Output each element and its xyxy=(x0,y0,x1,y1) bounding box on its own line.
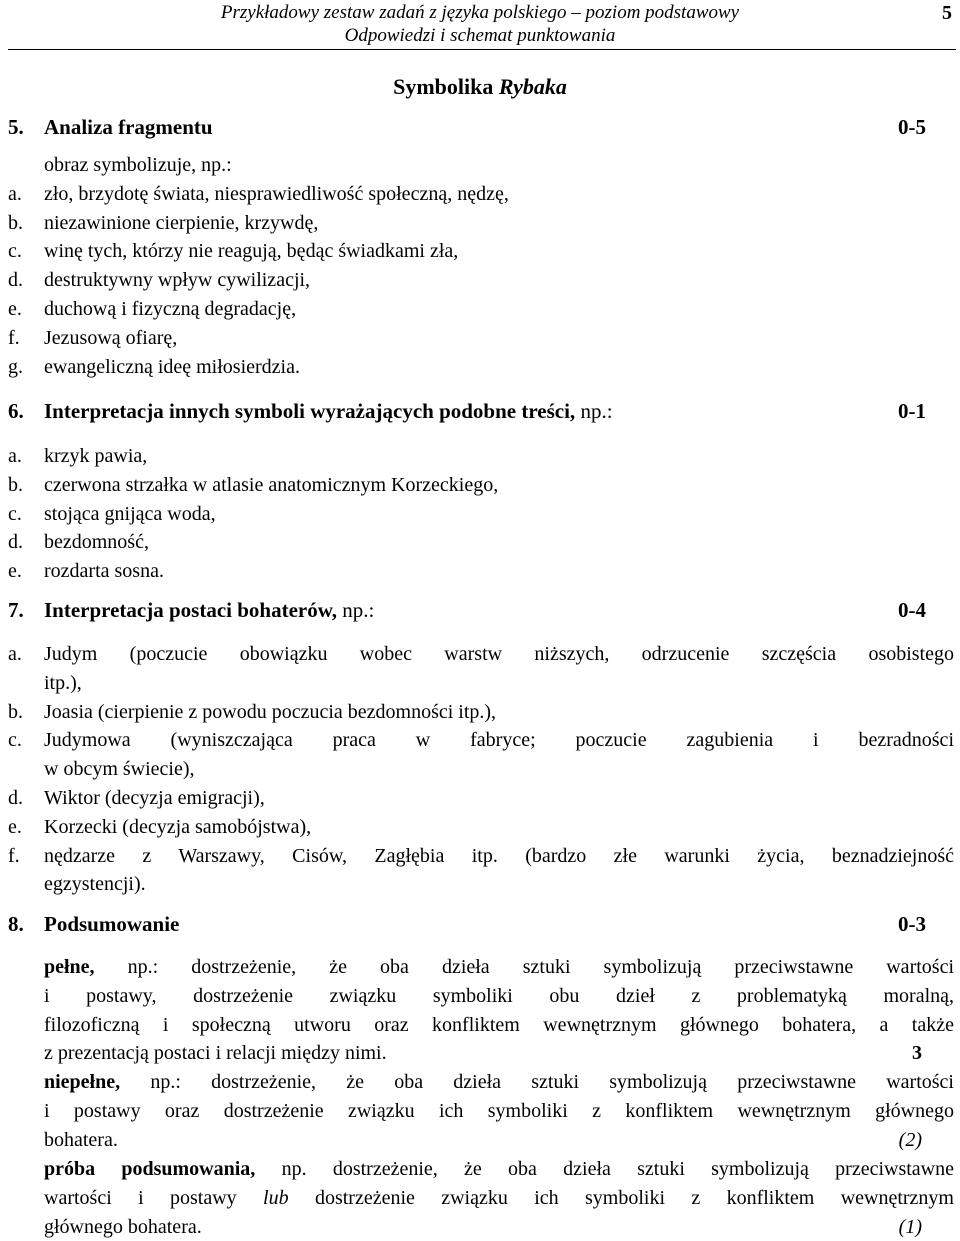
title-prefix: Symbolika xyxy=(393,74,499,99)
section-number: 8. xyxy=(8,912,24,936)
list-item: e. duchową i fizyczną degradację, xyxy=(8,297,297,320)
criterion-points: (1) xyxy=(898,1215,922,1238)
section-title: Interpretacja innych symboli wyrażających podobne treści, xyxy=(44,399,576,423)
list-item: d. destruktywny wpływ cywilizacji, xyxy=(8,269,311,292)
list-item: d. bezdomność, xyxy=(8,531,149,554)
section-title: Interpretacja postaci bohaterów, xyxy=(44,598,337,622)
section-score: 0-4 xyxy=(898,598,926,622)
section-7-content xyxy=(8,640,954,899)
list-item: b. Joasia (cierpienie z powodu poczucia bezdomności itp.), xyxy=(8,700,497,723)
section-score: 0-5 xyxy=(898,115,926,139)
section-6-heading xyxy=(8,399,926,424)
list-item: f. Jezusową ofiarę, xyxy=(8,326,178,349)
page-header xyxy=(0,0,960,50)
section-number: 6. xyxy=(8,399,24,423)
section-suffix: np.: xyxy=(575,399,613,423)
section-intro: obraz symbolizuje, np.: xyxy=(44,154,232,176)
section-score: 0-3 xyxy=(898,912,926,936)
list-item: a. Judym (poczucie obowiązku wobec warstw niższych, odrzucenie szczęścia osobistego itp.), xyxy=(8,643,954,694)
header-subtitle: Odpowiedzi i schemat punktowania xyxy=(344,25,616,46)
list-item: e. rozdarta sosna. xyxy=(8,560,164,583)
summary-partial: niepełne, np.: dostrzeżenie, że oba dzieła sztuki symbolizują przeciwstawne wartości i postawy oraz dostrzeżenie związku ich symboliki z konfliktem wewnętrznym głównego bohatera. (2) xyxy=(44,1068,954,1154)
list-item: a. krzyk pawia, xyxy=(8,445,148,467)
list-item: a. zło, brzydotę świata, niesprawiedliwość społeczną, nędzę, xyxy=(8,182,509,205)
header-title: Przykładowy zestaw zadań z języka polskiego – poziom podstawowy xyxy=(220,2,740,23)
criterion-label: próba podsumowania, xyxy=(44,1158,256,1180)
section-title: Analiza fragmentu xyxy=(44,115,213,139)
list-item: b. czerwona strzałka w atlasie anatomicznym Korzeckiego, xyxy=(8,473,499,496)
section-8-heading xyxy=(8,912,926,937)
criterion-points: 3 xyxy=(912,1042,922,1065)
criterion-label: niepełne, xyxy=(44,1071,121,1093)
header-divider xyxy=(8,49,956,50)
list-item: c. stojąca gnijąca woda, xyxy=(8,502,216,525)
list-item: c. Judymowa (wyniszczająca praca w fabryce; poczucie zagubienia i bezradności w obcym świecie), xyxy=(8,729,954,781)
summary-attempt: próba podsumowania, np. dostrzeżenie, że oba dzieła sztuki symbolizują przeciwstawne wartości i postawy lub dostrzeżenie związku ich symboliki z konfliktem wewnętrznym głównego bohatera. (1) xyxy=(44,1155,954,1241)
list-item: b. niezawinione cierpienie, krzywdę, xyxy=(8,211,319,234)
criterion-label: pełne, xyxy=(44,956,95,978)
section-number: 5. xyxy=(8,115,24,139)
page-title xyxy=(0,74,960,100)
list-item: d. Wiktor (decyzja emigracji), xyxy=(8,786,265,809)
summary-full: pełne, np.: dostrzeżenie, że oba dzieła sztuki symbolizują przeciwstawne wartości i postawy, dostrzeżenie związku symboliki obu dzieł z problematyką moralną, filozoficzną i społeczną utworu oraz konfliktem wewnętrznym głównego bohatera, a także z prezentacją postaci i relacji między nimi. 3 xyxy=(44,953,954,1068)
title-italic: Rybaka xyxy=(498,74,567,99)
section-6-content xyxy=(8,442,954,586)
list-item: f. nędzarze z Warszawy, Cisów, Zagłębia itp. (bardzo złe warunki życia, beznadziejność egzystencji). xyxy=(8,844,954,896)
section-number: 7. xyxy=(8,598,24,622)
list-item: g. ewangeliczną ideę miłosierdzia. xyxy=(8,355,300,378)
section-score: 0-1 xyxy=(898,399,926,423)
section-title: Podsumowanie xyxy=(44,912,180,936)
section-7-heading xyxy=(8,598,926,623)
section-suffix: np.: xyxy=(337,598,375,622)
list-item: c. winę tych, którzy nie reagują, będąc świadkami zła, xyxy=(8,240,459,263)
section-5-heading xyxy=(8,115,926,140)
list-item: e. Korzecki (decyzja samobójstwa), xyxy=(8,815,312,838)
criterion-points: (2) xyxy=(898,1128,922,1151)
section-5-content xyxy=(8,151,954,381)
page-number: 5 xyxy=(942,2,952,24)
